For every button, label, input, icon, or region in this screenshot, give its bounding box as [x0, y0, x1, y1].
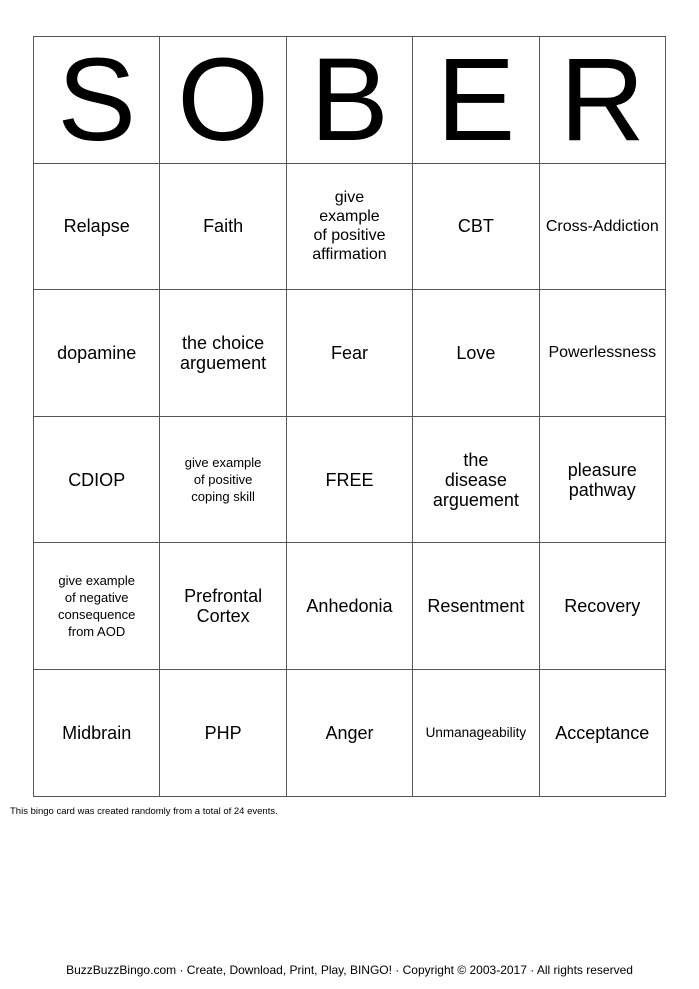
- bingo-cell: pleasure pathway: [539, 416, 665, 543]
- bingo-cell: Fear: [286, 290, 412, 417]
- header-row: [34, 37, 666, 164]
- header-letter-s: S: [34, 37, 160, 164]
- generation-note: This bingo card was created randomly from a total of 24 events.: [10, 806, 278, 817]
- bingo-cell: give example of positive coping skill: [160, 416, 286, 543]
- bingo-cell: Relapse: [34, 163, 160, 290]
- bingo-cell: Recovery: [539, 543, 665, 670]
- header-letter-b: B: [286, 37, 412, 164]
- bingo-cell: the disease arguement: [413, 416, 539, 543]
- bingo-cell: Prefrontal Cortex: [160, 543, 286, 670]
- bingo-cell: Powerlessness: [539, 290, 665, 417]
- bingo-row-2: [34, 290, 666, 417]
- bingo-row-3: [34, 416, 666, 543]
- bingo-cell: Cross-Addiction: [539, 163, 665, 290]
- bingo-cell: Anger: [286, 669, 412, 796]
- bingo-row-5: [34, 669, 666, 796]
- bingo-cell: PHP: [160, 669, 286, 796]
- bingo-card: [33, 36, 666, 797]
- bingo-cell: Resentment: [413, 543, 539, 670]
- bingo-cell: give example of negative consequence from AOD: [34, 543, 160, 670]
- bingo-cell: Faith: [160, 163, 286, 290]
- bingo-row-4: [34, 543, 666, 670]
- bingo-cell: CDIOP: [34, 416, 160, 543]
- bingo-cell: dopamine: [34, 290, 160, 417]
- bingo-cell: the choice arguement: [160, 290, 286, 417]
- bingo-cell: CBT: [413, 163, 539, 290]
- bingo-cell: Love: [413, 290, 539, 417]
- bingo-cell: Anhedonia: [286, 543, 412, 670]
- bingo-cell: Midbrain: [34, 669, 160, 796]
- header-letter-r: R: [539, 37, 665, 164]
- header-letter-o: O: [160, 37, 286, 164]
- bingo-cell: Acceptance: [539, 669, 665, 796]
- bingo-cell: Unmanageability: [413, 669, 539, 796]
- header-letter-e: E: [413, 37, 539, 164]
- bingo-cell: give example of positive affirmation: [286, 163, 412, 290]
- bingo-row-1: [34, 163, 666, 290]
- footer-copyright: BuzzBuzzBingo.com · Create, Download, Print, Play, BINGO! · Copyright © 2003-2017 · All rights reserved: [66, 963, 633, 977]
- bingo-cell: FREE: [286, 416, 412, 543]
